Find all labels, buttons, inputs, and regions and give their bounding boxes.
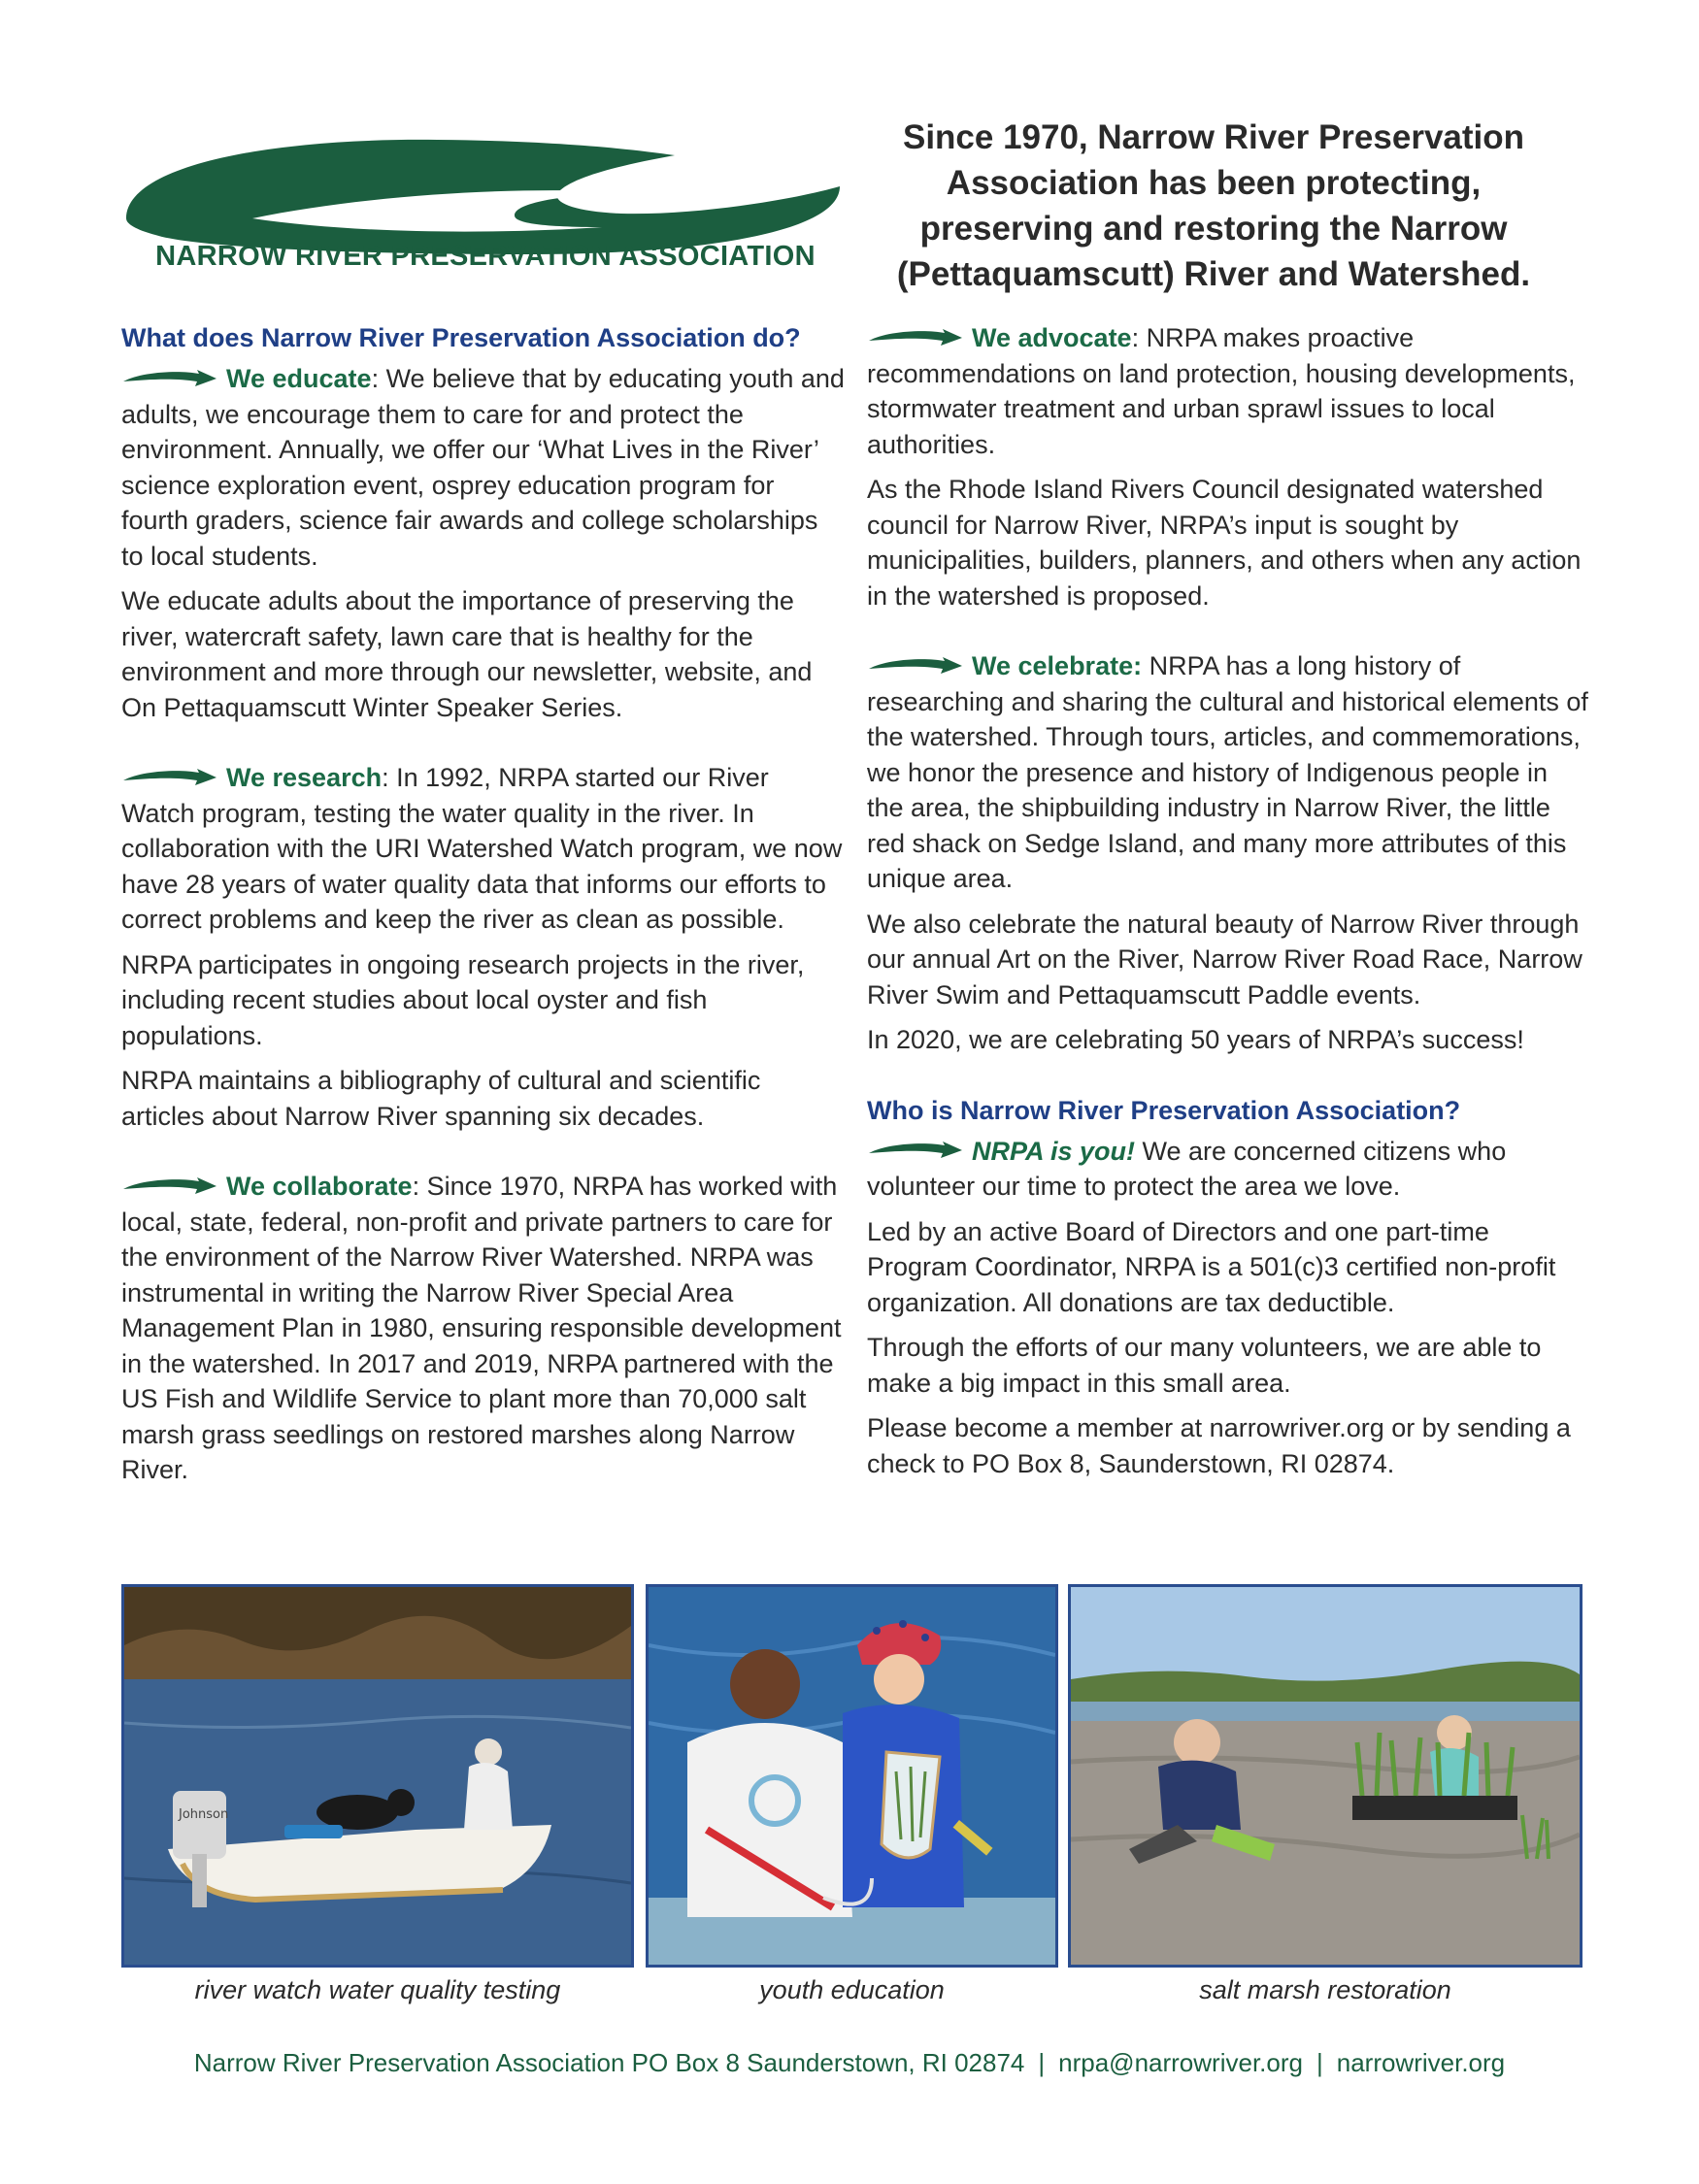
caption-youth-education: youth education	[759, 1975, 945, 2004]
caption-salt-marsh: salt marsh restoration	[1199, 1975, 1451, 2004]
swoosh-bullet-icon	[867, 655, 964, 677]
research-text: : In 1992, NRPA started our River Watch program, testing the water quality in the river. In collaboration with the URI Watershed Watch program, we now have 28 years of water quality data that informs our efforts to correct problems and keep the river as clean as possible.	[121, 763, 843, 934]
research-paragraph	[121, 760, 845, 938]
marsh-photo-illustration	[1071, 1587, 1580, 1965]
footer	[0, 2048, 1699, 2078]
right-column	[867, 320, 1590, 1491]
who-lead: NRPA is you!	[972, 1136, 1136, 1166]
who-heading: Who is Narrow River Preservation Association?	[867, 1095, 1461, 1125]
advocate-paragraph-2: As the Rhode Island Rivers Council designated watershed council for Narrow River, NRPA’s input is sought by municipalities, builders, planners, and others when any action in the watershed is proposed.	[867, 475, 1582, 611]
boat-photo-illustration	[124, 1587, 631, 1965]
org-name-logo-text: NARROW RIVER PRESERVATION ASSOCIATION	[155, 241, 816, 272]
caption-river-watch: river watch water quality testing	[194, 1975, 561, 2004]
celebrate-paragraph	[867, 648, 1590, 897]
swoosh-bullet-icon	[867, 327, 964, 348]
what-heading: What does Narrow River Preservation Association do?	[121, 323, 801, 352]
research-paragraph-3: NRPA maintains a bibliography of cultural and scientific articles about Narrow River spanning six decades.	[121, 1066, 761, 1131]
celebrate-lead: We celebrate:	[972, 651, 1143, 680]
advocate-text: : NRPA makes proactive recommendations on land protection, housing developments, stormwater treatment and urban sprawl issues to local authorities.	[867, 323, 1576, 459]
collaborate-text: : Since 1970, NRPA has worked with local, state, federal, non-profit and private partners to care for the environment of the Narrow River Watershed. NRPA was instrumental in writing the Narrow River Special Area Management Plan in 1980, ensuring responsible development in the watershed. In 2017 and 2019, NRPA partnered with the US Fish and Wildlife Service to plant more than 70,000 salt marsh grass seedlings on restored marshes along Narrow River.	[121, 1172, 842, 1484]
footer-address: Narrow River Preservation Association PO Box 8 Saunderstown, RI 02874	[193, 2048, 1025, 2077]
footer-separator: |	[1038, 2048, 1046, 2077]
educate-lead: We educate	[226, 364, 372, 393]
celebrate-paragraph-3: In 2020, we are celebrating 50 years of NRPA’s success!	[867, 1025, 1524, 1054]
who-paragraph	[867, 1134, 1590, 1205]
photo-salt-marsh	[1068, 1584, 1582, 1968]
footer-email-link[interactable]: nrpa@narrowriver.org	[1058, 2048, 1303, 2077]
left-column	[121, 320, 845, 1498]
collaborate-lead: We collaborate	[226, 1172, 413, 1201]
who-paragraph-2: Led by an active Board of Directors and one part-time Program Coordinator, NRPA is a 501(c)3 certified non-profit organization. All donations are tax deductible.	[867, 1216, 1556, 1317]
who-text: We are concerned citizens who volunteer our time to protect the area we love.	[867, 1136, 1507, 1201]
swoosh-bullet-icon	[121, 1175, 218, 1197]
research-lead: We research	[226, 763, 383, 792]
celebrate-paragraph-2: We also celebrate the natural beauty of Narrow River through our annual Art on the River, Narrow River Road Race, Narrow River Swim and Pettaquamscutt Paddle events.	[867, 909, 1582, 1009]
tagline: Since 1970, Narrow River Preservation Association has been protecting, preserving and restoring the Narrow (Pettaquamscutt) River and Watershed.	[896, 118, 1531, 293]
swoosh-bullet-icon	[121, 368, 218, 389]
celebrate-text: NRPA has a long history of researching and sharing the cultural and historical elements of the watershed. Through tours, articles, and commemorations, we honor the presence and history of Indigenous people in the area, the shipbuilding industry in Narrow River, the little red shack on Sedge Island, and many more attributes of this unique area.	[867, 651, 1588, 893]
youth-photo-illustration	[649, 1587, 1055, 1965]
advocate-paragraph	[867, 320, 1590, 462]
educate-text: : We believe that by educating youth and adults, we encourage them to care for and protect the environment. Annually, we offer our ‘What Lives in the River’ science exploration event, osprey education program for fourth graders, science fair awards and college scholarships to local students.	[121, 364, 845, 571]
educate-paragraph-2: We educate adults about the importance of preserving the river, watercraft safety, lawn care that is healthy for the environment and more through our newsletter, website, and On Pettaquamscutt Winter Speaker Series.	[121, 586, 813, 722]
photo-river-watch	[121, 1584, 634, 1968]
research-paragraph-2: NRPA participates in ongoing research projects in the river, including recent studies about local oyster and fish populations.	[121, 949, 805, 1050]
footer-website-link[interactable]: narrowriver.org	[1336, 2048, 1506, 2077]
collaborate-paragraph	[121, 1169, 845, 1488]
swoosh-bullet-icon	[121, 767, 218, 788]
swoosh-bullet-icon	[867, 1140, 964, 1161]
advocate-lead: We advocate	[972, 323, 1132, 352]
photo-youth-education	[646, 1584, 1058, 1968]
motor-brand-text: Johnson	[179, 1807, 229, 1822]
educate-paragraph	[121, 361, 845, 574]
footer-separator: |	[1316, 2048, 1323, 2077]
who-paragraph-4: Please become a member at narrowriver.org or by sending a check to PO Box 8, Saunderstown, RI 02874.	[867, 1413, 1571, 1478]
who-paragraph-3: Through the efforts of our many volunteers, we are able to make a big impact in this small area.	[867, 1333, 1542, 1398]
